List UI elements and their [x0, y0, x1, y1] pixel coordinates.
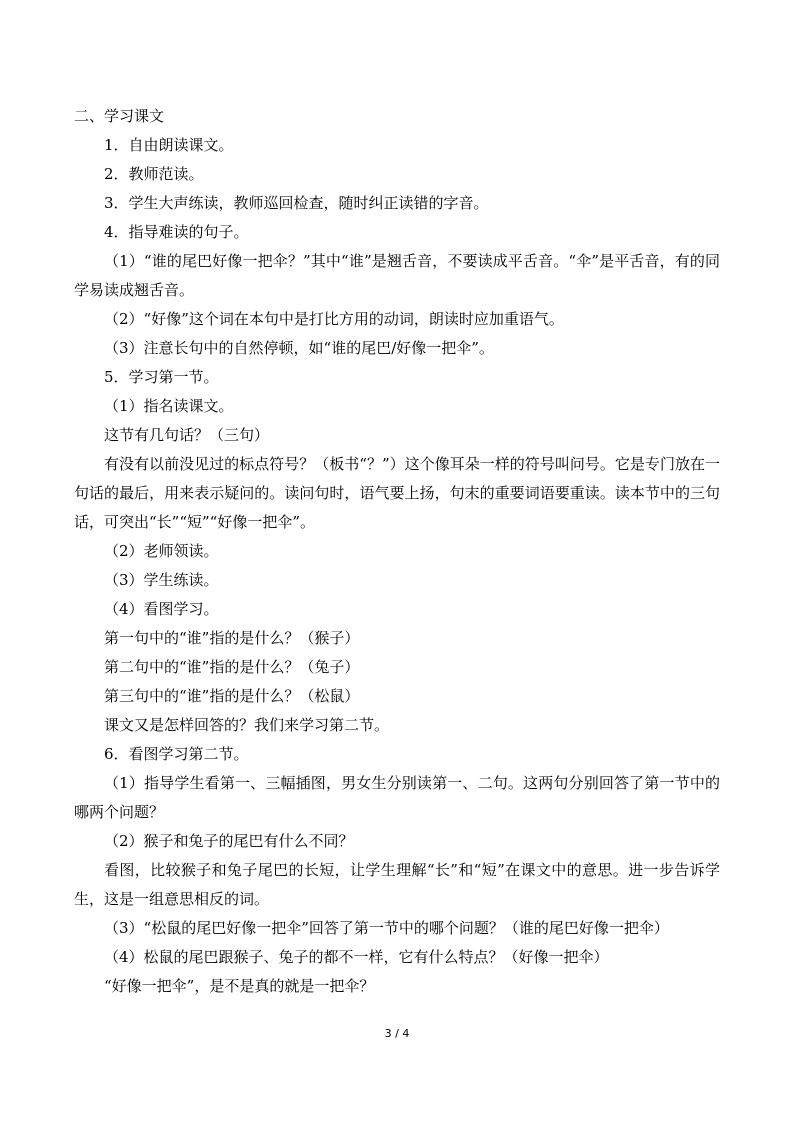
paragraph: （3）“松鼠的尾巴好像一把伞”回答了第一节中的哪个问题？（谁的尾巴好像一把伞）: [104, 919, 669, 937]
paragraph: （1）指名读课文。: [104, 397, 234, 415]
paragraph: 3．学生大声练读，教师巡回检查，随时纠正读错的字音。: [104, 194, 489, 212]
paragraph: （2）“好像”这个词在本句中是打比方用的动词，朗读时应加重语气。: [104, 310, 564, 328]
paragraph: 6．看图学习第二节。: [104, 745, 249, 763]
paragraph: “好像一把伞”，是不是真的就是一把伞？: [104, 977, 375, 995]
document-body: [74, 102, 720, 1001]
paragraph: 2．教师范读。: [104, 165, 204, 183]
paragraph: （3）学生练读。: [104, 571, 219, 589]
paragraph: 有没有以前没见过的标点符号？（板书“？”）这个像耳朵一样的符号叫问号。它是专门放在一句话的最后，用来表示疑问的。读问句时，语气要上扬，句末的重要词语要重读。读本节中的三句话，可突出“长”“短”“好像一把伞”。: [74, 455, 720, 531]
paragraph: （1）指导学生看第一、三幅插图，男女生分别读第一、二句。这两句分别回答了第一节中的哪两个问题？: [74, 774, 720, 821]
paragraph: （2）猴子和兔子的尾巴有什么不同？: [104, 832, 354, 850]
page-number: 3 / 4: [384, 1027, 410, 1040]
paragraph: （3）注意长句中的自然停顿，如“谁的尾巴/好像一把伞”。: [104, 339, 494, 357]
paragraph: 这节有几句话？（三句）: [104, 426, 270, 444]
paragraph: 1．自由朗读课文。: [104, 136, 234, 154]
paragraph: 课文又是怎样回答的？我们来学习第二节。: [104, 716, 390, 734]
paragraph: （2）老师领读。: [104, 542, 219, 560]
paragraph: 4．指导难读的句子。: [104, 223, 249, 241]
paragraph: 第一句中的“谁”指的是什么？（猴子）: [104, 629, 360, 647]
paragraph: （1）“谁的尾巴好像一把伞？”其中“谁”是翘舌音，不要读成平舌音。“伞”是平舌音，有的同学易读成翘舌音。: [74, 252, 720, 299]
paragraph: 第三句中的“谁”指的是什么？（松鼠）: [104, 687, 360, 705]
section-heading: 二、学习课文: [74, 107, 165, 125]
paragraph: （4）松鼠的尾巴跟猴子、兔子的都不一样，它有什么特点？（好像一把伞）: [104, 948, 609, 966]
paragraph: （4）看图学习。: [104, 600, 219, 618]
paragraph: 看图，比较猴子和兔子尾巴的长短，让学生理解“长”和“短”在课文中的意思。进一步告诉学生，这是一组意思相反的词。: [74, 861, 720, 908]
paragraph: 第二句中的“谁”指的是什么？（兔子）: [104, 658, 360, 676]
paragraph: 5．学习第一节。: [104, 368, 219, 386]
